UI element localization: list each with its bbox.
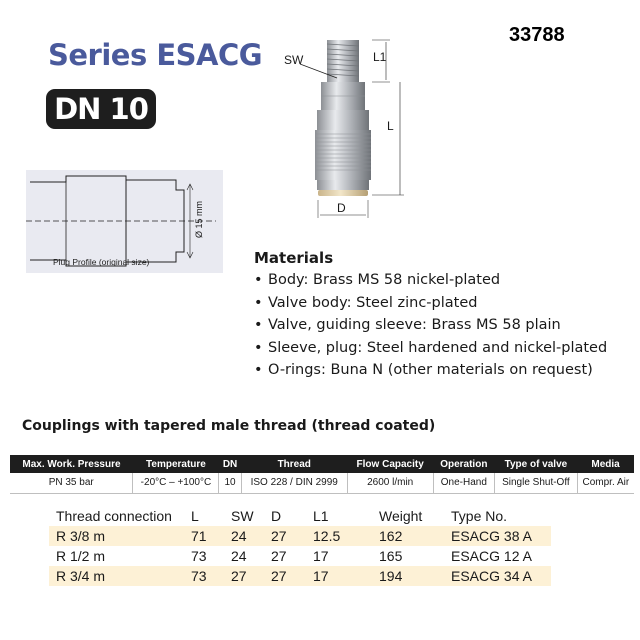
variants-header: D — [271, 508, 282, 524]
profile-caption: Plug Profile (original size) — [53, 257, 150, 267]
series-title: Series ESACG — [48, 38, 263, 72]
spec-header: Max. Work. Pressure — [10, 455, 133, 473]
variant-cell: 27 — [231, 568, 247, 584]
coupling-product-drawing — [280, 30, 420, 235]
variant-cell: ESACG 12 A — [451, 548, 532, 564]
material-item: • Sleeve, plug: Steel hardened and nickel-plated — [254, 339, 608, 356]
variants-header: SW — [231, 508, 254, 524]
material-item: • O-rings: Buna N (other materials on request) — [254, 362, 593, 378]
l1-label: L1 — [373, 50, 387, 64]
variant-cell: 27 — [271, 528, 287, 544]
sw-label: SW — [284, 53, 304, 67]
variant-cell: ESACG 34 A — [451, 568, 532, 584]
d-label: D — [337, 201, 346, 215]
diameter-label: Ø 15 mm — [194, 200, 204, 238]
page-id: 33788 — [509, 24, 565, 46]
materials-title: Materials — [254, 249, 334, 267]
material-item: • Valve, guiding sleeve: Brass MS 58 plain — [254, 317, 561, 333]
spec-cell: One-Hand — [433, 473, 495, 493]
variant-cell: 71 — [191, 528, 207, 544]
spec-cell: 10 — [219, 473, 241, 493]
variants-header: Type No. — [451, 508, 508, 524]
variant-row — [49, 526, 551, 546]
variant-cell: ESACG 38 A — [451, 528, 532, 544]
spec-cell: Single Shut-Off — [495, 473, 578, 493]
variants-header: L1 — [313, 508, 329, 524]
variant-cell: 17 — [313, 568, 329, 584]
spec-cell: ISO 228 / DIN 2999 — [241, 473, 347, 493]
variant-cell: R 3/8 m — [56, 528, 106, 544]
spec-header: Flow Capacity — [347, 455, 433, 473]
spec-row — [10, 473, 634, 493]
variant-cell: 12.5 — [313, 528, 341, 544]
variant-row — [49, 566, 551, 586]
spec-header-row — [10, 455, 634, 473]
spec-cell: -20°C – +100°C — [133, 473, 219, 493]
spec-header: Thread — [241, 455, 347, 473]
variants-header: L — [191, 508, 199, 524]
variants-header: Thread connection — [56, 508, 172, 524]
dn-badge: DN 10 — [46, 89, 156, 129]
material-item: • Valve body: Steel zinc-plated — [254, 294, 478, 311]
variant-cell: 24 — [231, 528, 247, 544]
variant-cell: 73 — [191, 548, 207, 564]
material-item: • Body: Brass MS 58 nickel-plated — [254, 272, 501, 288]
variant-cell: 73 — [191, 568, 207, 584]
variant-cell: 27 — [271, 548, 287, 564]
variant-cell: 27 — [271, 568, 287, 584]
spec-header: Operation — [433, 455, 495, 473]
variant-cell: R 3/4 m — [56, 568, 106, 584]
spec-header: Temperature — [133, 455, 219, 473]
spec-header: Media — [577, 455, 634, 473]
variant-cell: 165 — [379, 548, 403, 564]
variants-table — [49, 506, 551, 586]
spec-cell: Compr. Air — [577, 473, 634, 493]
spec-cell: 2600 l/min — [347, 473, 433, 493]
variants-header-row — [49, 506, 551, 526]
materials-section — [254, 249, 634, 382]
spec-table — [10, 455, 634, 494]
spec-header: DN — [219, 455, 241, 473]
variant-cell: 162 — [379, 528, 403, 544]
materials-list — [254, 269, 634, 382]
variant-cell: 24 — [231, 548, 247, 564]
variant-row — [49, 546, 551, 566]
variant-cell: R 1/2 m — [56, 548, 106, 564]
variants-header: Weight — [379, 508, 423, 524]
variant-cell: 194 — [379, 568, 403, 584]
l-label: L — [387, 119, 394, 133]
spec-cell: PN 35 bar — [10, 473, 133, 493]
variant-cell: 17 — [313, 548, 329, 564]
section-title: Couplings with tapered male thread (thread coated) — [22, 418, 436, 434]
spec-header: Type of valve — [495, 455, 578, 473]
